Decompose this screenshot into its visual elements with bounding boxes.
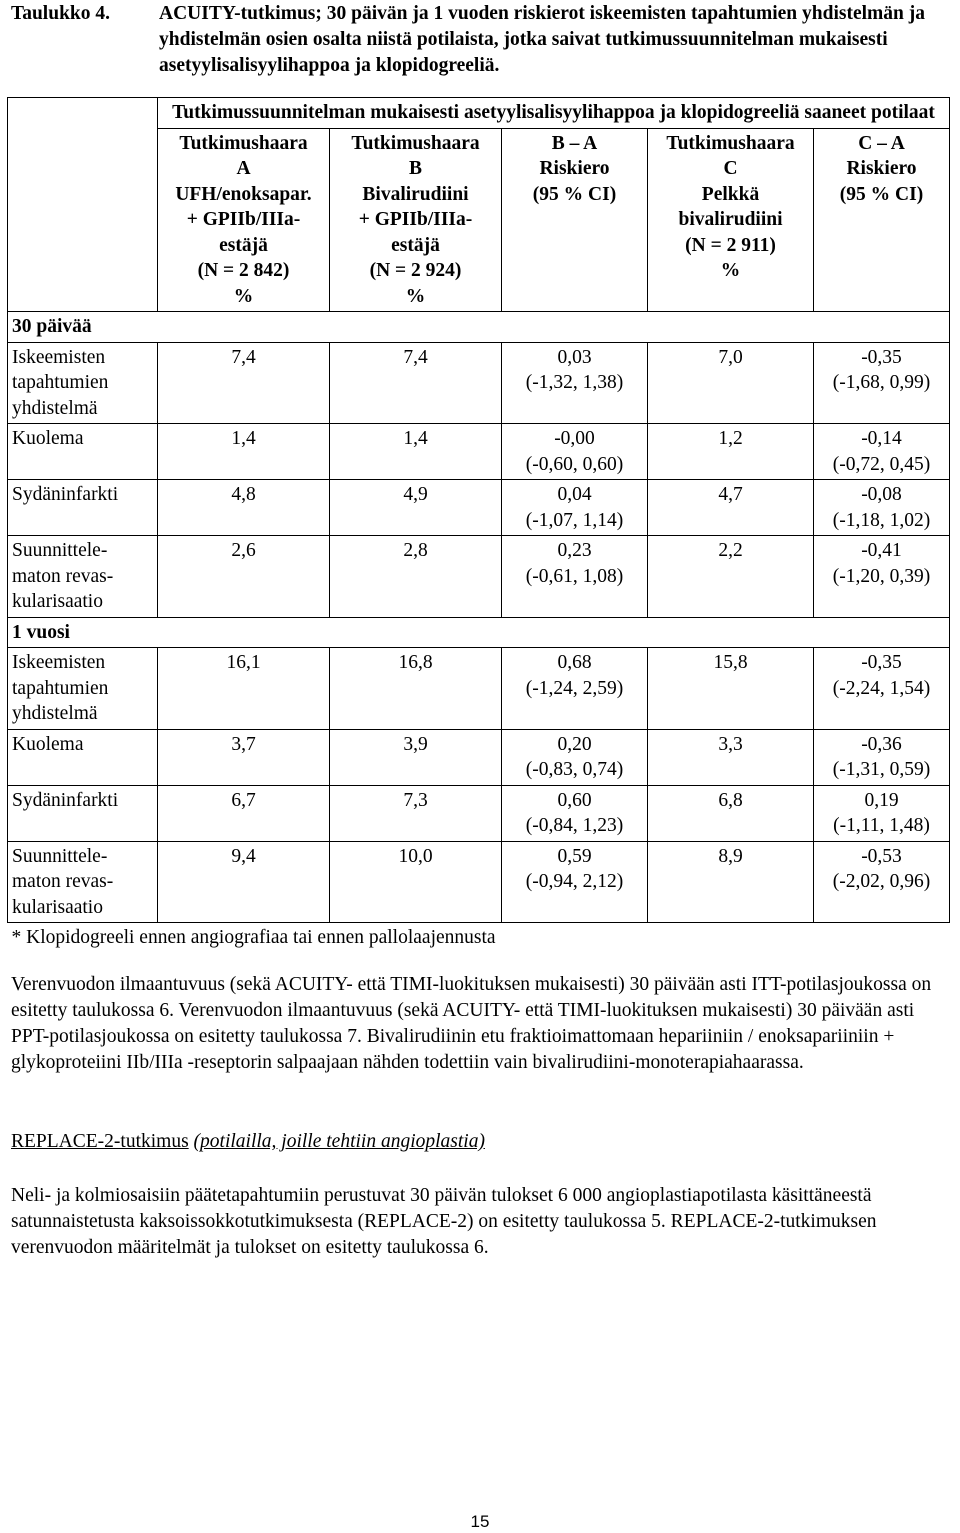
replace-paragraph: Neli- ja kolmiosaisiin päätetapahtumiin perustuvat 30 päivän tulokset 6 000 angioplastiapotilasta käsittäneestä satunnaistetusta kaksoissokkotutkimuksesta (REPLACE-2) on esitetty taulukossa 5. REPLACE-2-tutkimuksen verenvuodon määritelmät ja tulokset on esitetty taulukossa 6. bbox=[11, 1185, 877, 1258]
header-line: Tutkimushaara bbox=[351, 132, 480, 154]
header-line: % bbox=[405, 285, 426, 307]
cell-line: (-0,61, 1,08) bbox=[525, 565, 624, 587]
value-a: 4,8 bbox=[158, 480, 330, 536]
header-line: bivalirudiini bbox=[678, 209, 783, 230]
row-label bbox=[8, 342, 158, 424]
value-c: 8,9 bbox=[648, 841, 814, 923]
table-row bbox=[8, 785, 950, 841]
cell-line: (-1,07, 1,14) bbox=[525, 509, 624, 531]
value-a: 7,4 bbox=[158, 342, 330, 424]
risk-diff-ba bbox=[502, 785, 648, 841]
value-b: 7,4 bbox=[330, 342, 502, 424]
header-line: A bbox=[236, 158, 251, 179]
cell-line: tapahtumien bbox=[12, 372, 109, 393]
header-line: (95 % CI) bbox=[839, 183, 924, 205]
table-body bbox=[8, 98, 950, 953]
table-row bbox=[8, 536, 950, 618]
cell-line: Iskeemisten bbox=[12, 346, 106, 368]
risk-diff-ba bbox=[502, 648, 648, 730]
cell-line: maton revas- bbox=[12, 565, 114, 587]
cell-line: (-2,02, 0,96) bbox=[832, 871, 931, 892]
cell-line: -0,35 bbox=[861, 652, 902, 673]
results-table bbox=[7, 97, 950, 953]
value-c: 7,0 bbox=[648, 342, 814, 424]
cell-line: -0,08 bbox=[861, 484, 902, 505]
table-row bbox=[8, 480, 950, 536]
header-line: C – A bbox=[858, 132, 905, 154]
cell-line: Sydäninfarkti bbox=[12, 484, 119, 505]
cell-line: (-0,84, 1,23) bbox=[525, 815, 624, 836]
cell-line: yhdistelmä bbox=[12, 397, 98, 419]
cell-line: Kuolema bbox=[12, 733, 84, 755]
cell-line: (-0,94, 2,12) bbox=[525, 871, 624, 892]
cell-line: yhdistelmä bbox=[12, 703, 98, 724]
cell-line: -0,14 bbox=[861, 428, 902, 449]
header-line: Tutkimushaara bbox=[666, 132, 795, 154]
header-line: (95 % CI) bbox=[532, 183, 617, 205]
section-title: 30 päivää bbox=[8, 312, 950, 343]
value-a: 6,7 bbox=[158, 785, 330, 841]
header-line: estäjä bbox=[391, 234, 440, 256]
risk-diff-ba bbox=[502, 424, 648, 480]
col-header-b bbox=[330, 128, 502, 312]
value-c: 6,8 bbox=[648, 785, 814, 841]
caption-text: ACUITY-tutkimus; 30 päivän ja 1 vuoden riskierot iskeemisten tapahtumien yhdistelmän ja yhdistelmän osien osalta niistä potilaista, jotka saivat tutkimussuunnitelman mukaisesti asetyylisalisyylihappoa ja klopidogreeliä. bbox=[159, 3, 925, 76]
value-a: 1,4 bbox=[158, 424, 330, 480]
table-row bbox=[8, 729, 950, 785]
table-row bbox=[8, 841, 950, 923]
risk-diff-ca bbox=[814, 729, 950, 785]
replace-heading-main: REPLACE-2-tutkimus bbox=[11, 1131, 189, 1152]
cell-line: (-1,20, 0,39) bbox=[832, 565, 931, 587]
row-label bbox=[8, 480, 158, 536]
header-line: + GPIIb/IIIa- bbox=[186, 209, 301, 230]
cell-line: Iskeemisten bbox=[12, 652, 106, 673]
value-b: 4,9 bbox=[330, 480, 502, 536]
table-footnote: * Klopidogreeli ennen angiografiaa tai ennen pallolaajennusta bbox=[11, 927, 496, 948]
col-header-ba bbox=[502, 128, 648, 312]
risk-diff-ca bbox=[814, 342, 950, 424]
value-a: 2,6 bbox=[158, 536, 330, 618]
header-line: C bbox=[723, 158, 738, 179]
row-label bbox=[8, 424, 158, 480]
header-line: + GPIIb/IIIa- bbox=[358, 209, 473, 230]
value-b: 3,9 bbox=[330, 729, 502, 785]
cell-line: 0,04 bbox=[557, 484, 592, 505]
cell-line: (-1,11, 1,48) bbox=[833, 815, 930, 836]
header-line: B – A bbox=[551, 132, 598, 154]
header-line: % bbox=[720, 260, 741, 281]
value-a: 3,7 bbox=[158, 729, 330, 785]
header-line: (N = 2 911) bbox=[685, 234, 776, 256]
group-header-row bbox=[8, 98, 950, 129]
cell-line: Kuolema bbox=[12, 428, 84, 449]
header-line: estäjä bbox=[219, 234, 268, 256]
section-row bbox=[8, 617, 950, 648]
replace-heading bbox=[11, 1129, 941, 1155]
cell-line: (-1,31, 0,59) bbox=[832, 759, 931, 780]
cell-line: Sydäninfarkti bbox=[12, 789, 119, 811]
value-b: 2,8 bbox=[330, 536, 502, 618]
value-b: 10,0 bbox=[330, 841, 502, 923]
risk-diff-ca bbox=[814, 648, 950, 730]
table-row bbox=[8, 648, 950, 730]
row-label bbox=[8, 729, 158, 785]
cell-line: 0,60 bbox=[557, 789, 592, 811]
header-line: Pelkkä bbox=[701, 183, 760, 205]
cell-line: -0,41 bbox=[861, 540, 902, 561]
row-label bbox=[8, 785, 158, 841]
value-c: 2,2 bbox=[648, 536, 814, 618]
cell-line: 0,23 bbox=[557, 540, 592, 561]
cell-line: Suunnittele- bbox=[12, 845, 108, 867]
row-label bbox=[8, 648, 158, 730]
bleeding-paragraph: Verenvuodon ilmaantuvuus (sekä ACUITY- että TIMI-luokituksen mukaisesti) 30 päivään asti ITT-potilasjoukossa on esitetty taulukossa 6. Verenvuodon ilmaantuvuus (sekä ACUITY- että TIMI-luokituksen mukaisesti) 30 päivään asti PPT-potilasjoukossa on esitetty taulukossa 7. Bivalirudiinin etu fraktioimattomaan hepariiniin / enoksapariiniin + glykoproteiini IIb/IIIa -reseptorin salpaajaan nähden todettiin vain bivalirudiini-monoterapiahaarassa. bbox=[11, 974, 932, 1073]
cell-line: (-1,24, 2,59) bbox=[525, 677, 624, 699]
risk-diff-ba bbox=[502, 841, 648, 923]
cell-line: maton revas- bbox=[12, 871, 114, 892]
cell-line: (-0,60, 0,60) bbox=[525, 453, 624, 475]
value-a: 9,4 bbox=[158, 841, 330, 923]
header-line: (N = 2 842) bbox=[197, 260, 290, 281]
value-b: 1,4 bbox=[330, 424, 502, 480]
value-b: 16,8 bbox=[330, 648, 502, 730]
cell-line: -0,36 bbox=[861, 733, 902, 755]
cell-line: 0,20 bbox=[557, 733, 592, 755]
corner-cell bbox=[8, 98, 158, 312]
cell-line: -0,00 bbox=[554, 428, 595, 449]
header-line: Riskiero bbox=[539, 158, 610, 179]
replace-heading-italic: (potilailla, joille tehtiin angioplastia) bbox=[193, 1131, 485, 1152]
risk-diff-ba bbox=[502, 342, 648, 424]
header-line: UFH/enoksapar. bbox=[175, 183, 312, 205]
cell-line: (-1,68, 0,99) bbox=[832, 372, 931, 393]
table-row bbox=[8, 342, 950, 424]
header-line: (N = 2 924) bbox=[369, 260, 462, 281]
row-label bbox=[8, 536, 158, 618]
cell-line: Suunnittele- bbox=[12, 540, 108, 561]
cell-line: (-1,18, 1,02) bbox=[832, 509, 931, 531]
risk-diff-ba bbox=[502, 480, 648, 536]
row-label bbox=[8, 841, 158, 923]
cell-line: (-1,32, 1,38) bbox=[525, 372, 624, 393]
cell-line: (-0,83, 0,74) bbox=[525, 759, 624, 780]
risk-diff-ca bbox=[814, 424, 950, 480]
section-row bbox=[8, 312, 950, 343]
value-c: 15,8 bbox=[648, 648, 814, 730]
risk-diff-ca bbox=[814, 536, 950, 618]
header-line: Bivalirudiini bbox=[362, 183, 469, 205]
col-header-c bbox=[648, 128, 814, 312]
value-c: 1,2 bbox=[648, 424, 814, 480]
group-header: Tutkimussuunnitelman mukaisesti asetyylisalisyylihappoa ja klopidogreeliä saaneet potilaat bbox=[158, 98, 950, 129]
section-title: 1 vuosi bbox=[8, 617, 950, 648]
col-header-a bbox=[158, 128, 330, 312]
cell-line: kularisaatio bbox=[12, 896, 103, 918]
col-header-ca bbox=[814, 128, 950, 312]
cell-line: 0,03 bbox=[557, 346, 592, 368]
cell-line: -0,53 bbox=[861, 845, 902, 867]
value-c: 4,7 bbox=[648, 480, 814, 536]
footnote-row bbox=[8, 923, 950, 953]
risk-diff-ca bbox=[814, 785, 950, 841]
cell-line: 0,19 bbox=[864, 789, 899, 811]
value-c: 3,3 bbox=[648, 729, 814, 785]
cell-line: tapahtumien bbox=[12, 677, 109, 699]
risk-diff-ca bbox=[814, 841, 950, 923]
risk-diff-ca bbox=[814, 480, 950, 536]
risk-diff-ba bbox=[502, 536, 648, 618]
value-a: 16,1 bbox=[158, 648, 330, 730]
cell-line: (-2,24, 1,54) bbox=[832, 677, 931, 699]
header-line: B bbox=[408, 158, 422, 179]
value-b: 7,3 bbox=[330, 785, 502, 841]
risk-diff-ba bbox=[502, 729, 648, 785]
cell-line: 0,68 bbox=[557, 652, 592, 673]
page-number: 15 bbox=[470, 1512, 490, 1531]
header-line: Riskiero bbox=[846, 158, 917, 179]
cell-line: 0,59 bbox=[557, 845, 592, 867]
table-row bbox=[8, 424, 950, 480]
header-line: % bbox=[233, 285, 254, 307]
cell-line: kularisaatio bbox=[12, 591, 103, 612]
cell-line: (-0,72, 0,45) bbox=[832, 453, 931, 475]
table-number: Taulukko 4. bbox=[11, 3, 111, 24]
header-line: Tutkimushaara bbox=[179, 132, 308, 154]
cell-line: -0,35 bbox=[861, 346, 902, 368]
